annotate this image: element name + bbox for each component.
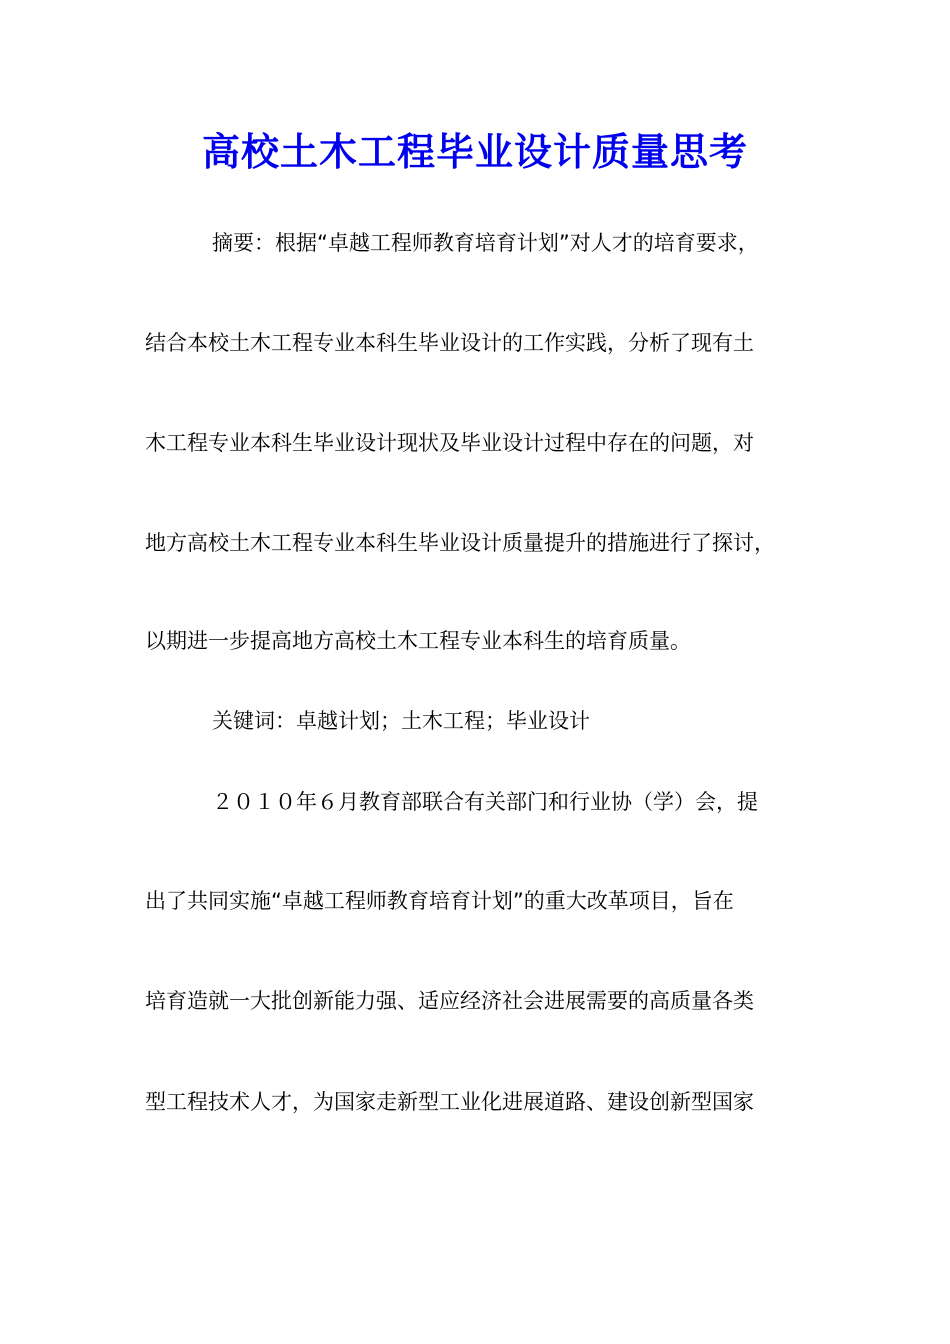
abstract-line-3: 木工程专业本科生毕业设计现状及毕业设计过程中存在的问题，对 bbox=[145, 431, 754, 455]
document-title: 高校土木工程毕业设计质量思考 bbox=[201, 129, 748, 174]
body-line-4: 型工程技术人才，为国家走新型工业化进展道路、建设创新型国家 bbox=[145, 1090, 754, 1114]
body-line-1: ２０１０年６月教育部联合有关部门和行业协（学）会，提 bbox=[212, 790, 758, 814]
body-line-3: 培育造就一大批创新能力强、适应经济社会进展需要的高质量各类 bbox=[145, 989, 754, 1013]
abstract-line-4: 地方高校土木工程专业本科生毕业设计质量提升的措施进行了探讨， bbox=[145, 531, 775, 555]
keywords-line: 关键词：卓越计划；土木工程；毕业设计 bbox=[212, 709, 590, 733]
abstract-line-2: 结合本校土木工程专业本科生毕业设计的工作实践，分析了现有土 bbox=[145, 331, 754, 355]
abstract-line-1: 摘要：根据“卓越工程师教育培育计划”对人才的培育要求， bbox=[212, 231, 759, 255]
body-line-2: 出了共同实施“卓越工程师教育培育计划”的重大改革项目，旨在 bbox=[145, 889, 734, 913]
abstract-line-5: 以期进一步提高地方高校土木工程专业本科生的培育质量。 bbox=[145, 629, 691, 653]
